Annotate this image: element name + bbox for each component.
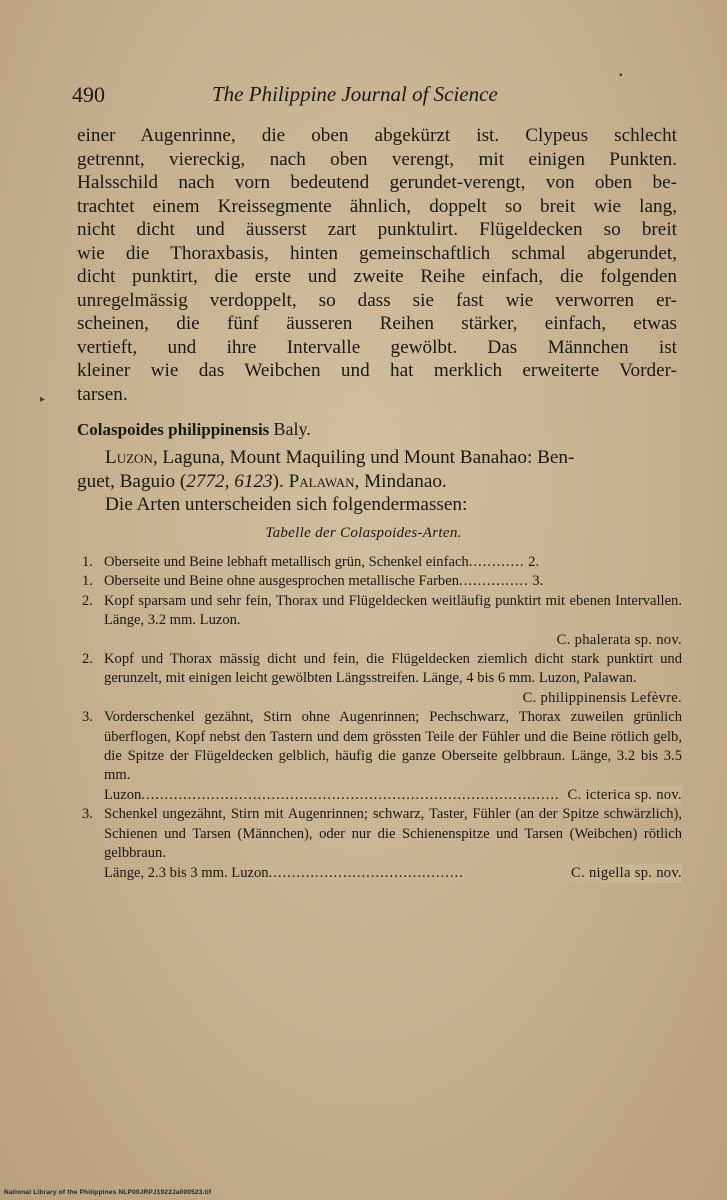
paragraph-line: nicht dicht und äusserst zart punktulirt. Flügeldecken so breit <box>77 219 677 240</box>
entry-text: Vorderschenkel gezähnt, Stirn ohne Augenrinnen; Pechschwarz, Thorax zuweilen grünlich überflogen, Kopf nebst den Tastern und dem grössten Teile der Fühler und die Beine rötlich gelb, die Spitze der Flügeldecken gelblich, häufig die ganze Oberseite gelbbraun. Länge, 3.2 bis 3.5 mm. <box>104 709 682 784</box>
page-number: 490 <box>72 82 105 107</box>
key-entry <box>82 572 682 591</box>
key-entry <box>82 553 682 572</box>
dot-leader: ............... <box>459 573 529 590</box>
species-heading <box>77 419 311 440</box>
entry-text: Kopf sparsam und sehr fein, Thorax und Flügeldecken weitläufig punktirt mit ebenen Intervallen. Länge, 3.2 mm. Luzon. <box>104 592 682 629</box>
entry-text: Oberseite und Beine ohne ausgesprochen metallische Farben <box>104 573 459 590</box>
paragraph-line: einer Augenrinne, die oben abgekürzt ist. Clypeus schlecht <box>77 125 677 146</box>
locality-line: guet, Baguio (2772, 6123). Palawan, Mindanao. <box>77 470 447 492</box>
entry-number: 3. <box>82 709 93 726</box>
scan-footer: National Library of the Philippines NLP00JRPJ1922Ja000523.tif <box>4 1189 212 1196</box>
margin-mark: ▸ <box>40 394 46 405</box>
dot-leader: ............ <box>468 554 525 570</box>
species-result: C. nigella sp. nov. <box>567 864 682 883</box>
species-result: C. phalerata sp. nov. <box>556 631 682 648</box>
key-entry <box>82 592 682 650</box>
species-name: Colaspoides philippinensis <box>77 420 270 439</box>
entry-number: 2. <box>82 651 93 668</box>
paragraph-line: kleiner wie das Weibchen und hat merklich erweiterte Vorder- <box>77 360 677 381</box>
species-author: Baly. <box>273 419 311 439</box>
entry-target: 2. <box>528 554 540 570</box>
dot-leader: .......................................... <box>268 864 464 881</box>
page-header <box>72 82 672 116</box>
key-entry <box>82 805 682 883</box>
specimen-numbers: 2772, 6123 <box>186 470 273 492</box>
paragraph-line: unregelmässig verdoppelt, so dass sie fast wie verworren er- <box>77 289 677 311</box>
species-result: C. philippinensis Lefèvre. <box>522 689 682 706</box>
species-result: C. icterica sp. nov. <box>564 786 682 805</box>
entry-text: Oberseite und Beine lebhaft metallisch grün, Schenkel einfach <box>104 554 469 570</box>
paragraph-line: dicht punktirt, die erste und zweite Reihe einfach, die folgenden <box>77 266 677 287</box>
locality-palawan: Palawan <box>288 470 355 492</box>
paragraph-line: wie die Thoraxbasis, hinten gemeinschaftlich schmal abgerundet, <box>77 242 677 264</box>
dot-leader: .......................................................................................... <box>141 786 560 803</box>
paragraph-line: tarsen. <box>77 383 128 405</box>
key-entry <box>82 650 682 708</box>
entry-target: 3. <box>532 573 544 590</box>
paragraph-line: vertieft, und ihre Intervalle gewölbt. Das Männchen ist <box>77 336 677 358</box>
entry-number: 1. <box>82 554 93 570</box>
entry-last-start: Luzon <box>104 786 142 803</box>
entry-number: 1. <box>82 573 93 590</box>
entry-last-start: Länge, 2.3 bis 3 mm. Luzon <box>104 864 269 881</box>
locality-luzon: Luzon <box>105 447 153 468</box>
ink-speck: ▪ <box>619 70 623 81</box>
identification-key <box>82 553 682 883</box>
entry-text: Kopf und Thorax mässig dicht und fein, die Flügeldecken ziemlich dicht stark punktirt und gerunzelt, mit einigen leicht gewölbten Längsstreifen. Länge, 4 bis 6 mm. Luzon, Palawan. <box>104 651 682 687</box>
key-table-title: Tabelle der Colaspoides-Arten. <box>265 525 462 541</box>
intro-line: Die Arten unterscheiden sich folgendermassen: <box>105 494 468 515</box>
key-entry <box>82 708 682 805</box>
entry-number: 3. <box>82 806 93 823</box>
locality-paragraph <box>77 446 677 517</box>
entry-number: 2. <box>82 592 93 609</box>
locality-line: Luzon, Laguna, Mount Maquiling und Mount Banahao: Ben- <box>105 447 575 468</box>
description-paragraph <box>77 124 677 406</box>
paragraph-line: trachtet einem Kreissegmente ähnlich, doppelt so breit wie lang, <box>77 195 677 217</box>
entry-text: Schenkel ungezähnt, Stirn mit Augenrinnen; schwarz, Taster, Fühler (an der Spitze schwärzlich), Schienen und Tarsen (Männchen), oder nur die Schienenspitze und Tarsen (Weibchen) rötlich gelbbraun. <box>104 806 682 862</box>
paragraph-line: scheinen, die fünf äusseren Reihen stärker, einfach, etwas <box>77 313 677 334</box>
paragraph-line: getrennt, viereckig, nach oben verengt, mit einigen Punkten. <box>77 148 677 170</box>
journal-title: The Philippine Journal of Science <box>212 82 498 106</box>
paragraph-line: Halsschild nach vorn bedeutend gerundet-verengt, von oben be- <box>77 172 677 193</box>
